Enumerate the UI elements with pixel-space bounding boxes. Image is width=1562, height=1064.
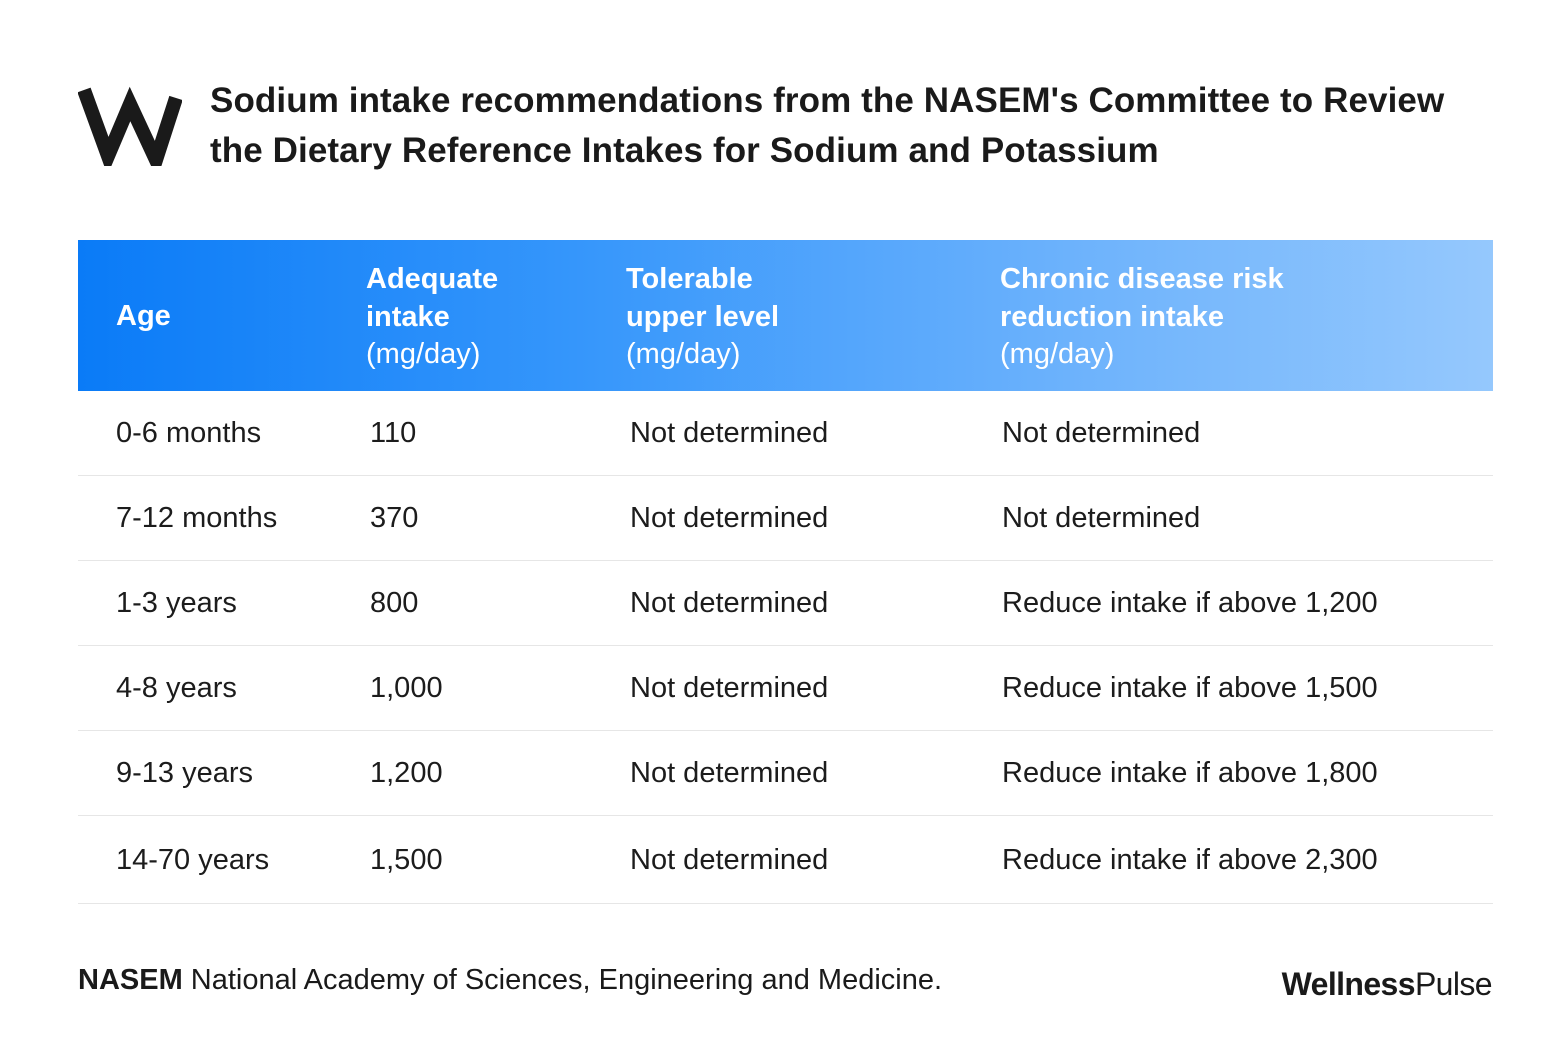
column-header-label: Adequate: [366, 262, 499, 295]
cell-age: 7-12 months: [116, 502, 278, 534]
table-row: [78, 561, 1493, 646]
column-header-label: reduction intake: [1000, 300, 1224, 333]
page-title: [210, 76, 1490, 176]
column-header-label: upper level: [626, 300, 780, 333]
cell-adequate-intake: 1,000: [370, 672, 443, 704]
cell-age: 4-8 years: [116, 672, 237, 704]
table-row: [78, 816, 1493, 904]
column-header-chronic-disease: [1000, 240, 1284, 391]
column-header-label: intake: [366, 300, 450, 333]
cell-upper-level: Not determined: [630, 417, 829, 449]
footnote-abbreviation: NASEM: [78, 964, 183, 996]
cell-adequate-intake: 1,200: [370, 757, 443, 789]
footnote-definition: National Academy of Sciences, Engineering and Medicine.: [190, 964, 943, 996]
cell-upper-level: Not determined: [630, 757, 829, 789]
cell-chronic-disease: Not determined: [1002, 502, 1201, 534]
cell-adequate-intake: 110: [370, 417, 417, 449]
cell-adequate-intake: 1,500: [370, 844, 443, 876]
cell-adequate-intake: 800: [370, 587, 419, 619]
cell-age: 1-3 years: [116, 587, 237, 619]
column-header-unit: (mg/day): [626, 337, 741, 370]
table-row: [78, 731, 1493, 816]
cell-upper-level: Not determined: [630, 502, 829, 534]
sodium-table: [78, 240, 1493, 904]
cell-age: 0-6 months: [116, 417, 262, 449]
w-logo-icon: [78, 84, 182, 166]
column-header-age: [116, 240, 171, 391]
cell-age: 14-70 years: [116, 844, 270, 876]
title-line-1: Sodium intake recommendations from the NASEM's Committee to Review: [210, 81, 1445, 120]
column-header-adequate-intake: [366, 240, 498, 391]
column-header-unit: (mg/day): [1000, 337, 1115, 370]
table-row: [78, 391, 1493, 476]
column-header-label: Tolerable: [626, 262, 753, 295]
cell-age: 9-13 years: [116, 757, 254, 789]
column-header-label: Age: [116, 299, 171, 332]
brand-name-light: Pulse: [1414, 966, 1492, 1002]
title-line-2: the Dietary Reference Intakes for Sodium and Potassium: [210, 131, 1159, 170]
cell-chronic-disease: Not determined: [1002, 417, 1201, 449]
table-row: [78, 646, 1493, 731]
table-header: [78, 240, 1493, 391]
column-header-tolerable-upper-level: [626, 240, 779, 391]
cell-adequate-intake: 370: [370, 502, 419, 534]
brand-name-bold: Wellness: [1281, 966, 1415, 1002]
cell-chronic-disease: Reduce intake if above 1,800: [1002, 757, 1378, 789]
footnote: [78, 960, 942, 1000]
cell-upper-level: Not determined: [630, 672, 829, 704]
table-row: [78, 476, 1493, 561]
brand-logo: [1282, 964, 1492, 1004]
column-header-unit: (mg/day): [366, 337, 481, 370]
column-header-label: Chronic disease risk: [1000, 262, 1284, 295]
cell-upper-level: Not determined: [630, 844, 829, 876]
cell-chronic-disease: Reduce intake if above 1,200: [1002, 587, 1378, 619]
cell-upper-level: Not determined: [630, 587, 829, 619]
cell-chronic-disease: Reduce intake if above 1,500: [1002, 672, 1378, 704]
cell-chronic-disease: Reduce intake if above 2,300: [1002, 844, 1378, 876]
